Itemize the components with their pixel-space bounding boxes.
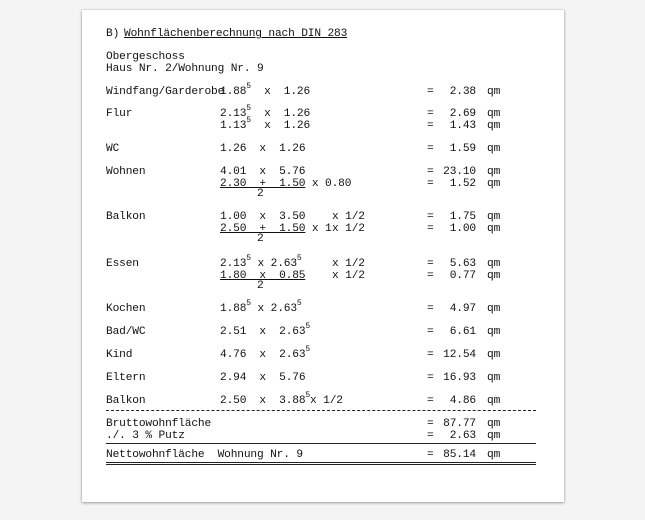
result-flur-1: 2.69 (449, 108, 476, 120)
calc-flur-1: 2.13$^5$ x 1.26 (220, 104, 311, 120)
room-label-windfang: Windfang/Garderobe (106, 86, 225, 98)
unit-label: qm (487, 211, 501, 223)
calc-essen-1: 2.13$^5$ x 2.63$^5$ (220, 254, 302, 270)
room-label-flur: Flur (106, 108, 133, 120)
calc-wohnen-1: 4.01 x 5.76 (220, 166, 306, 178)
brutto-label: Bruttowohnfläche (106, 418, 212, 430)
solid-separator (106, 443, 536, 444)
equals-sign: = (427, 211, 434, 223)
fraction-denominator: 2 (257, 280, 264, 292)
equals-sign: = (427, 430, 434, 442)
result-essen-1: 5.63 (449, 258, 476, 270)
unit-label: qm (487, 326, 501, 338)
result-balkon-1: 1.75 (449, 211, 476, 223)
calc-balkon-2: 2.50 + 1.50 x 1 (220, 223, 332, 235)
equals-sign: = (427, 449, 434, 461)
room-label-eltern: Eltern (106, 372, 146, 384)
room-label-balkon: Balkon (106, 211, 146, 223)
equals-sign: = (427, 120, 434, 132)
unit-label: qm (487, 372, 501, 384)
result-wohnen-1: 23.10 (443, 166, 476, 178)
room-label-bad: Bad/WC (106, 326, 146, 338)
netto-label: Nettowohnfläche Wohnung Nr. 9 (106, 449, 303, 461)
room-label-balkon-2: Balkon (106, 395, 146, 407)
unit-label: qm (487, 86, 501, 98)
equals-sign: = (427, 418, 434, 430)
room-label-kind: Kind (106, 349, 133, 361)
result-essen-2: 0.77 (449, 270, 476, 282)
double-separator (106, 462, 536, 465)
unit-label: qm (487, 430, 501, 442)
fraction-denominator: 2 (257, 233, 264, 245)
calc-kochen: 1.88$^5$ x 2.63$^5$ (220, 299, 302, 315)
result-balkon-3: 4.86 (449, 395, 476, 407)
calc-eltern: 2.94 x 5.76 (220, 372, 306, 384)
equals-sign: = (427, 223, 434, 235)
result-bad: 6.61 (449, 326, 476, 338)
equals-sign: = (427, 270, 434, 282)
equals-sign: = (427, 166, 434, 178)
putz-label: ./. 3 % Putz (106, 430, 185, 442)
floor-label: Obergeschoss (106, 51, 185, 63)
equals-sign: = (427, 349, 434, 361)
unit-label: qm (487, 258, 501, 270)
result-balkon-2: 1.00 (449, 223, 476, 235)
fraction-denominator: 2 (257, 188, 264, 200)
calc-balkon-1: 1.00 x 3.50 (220, 211, 306, 223)
unit-label: qm (487, 418, 501, 430)
document-title: Wohnflächenberechnung nach DIN 283 (124, 28, 348, 40)
netto-value: 85.14 (443, 449, 476, 461)
factor-essen-1: x 1/2 (332, 258, 365, 270)
factor-balkon-1: x 1/2 (332, 211, 365, 223)
section-prefix: B) (106, 28, 120, 40)
unit-label: qm (487, 120, 501, 132)
unit-label: qm (487, 395, 501, 407)
calc-flur-2: 1.13$^5$ x 1.26 (220, 116, 311, 132)
equals-sign: = (427, 258, 434, 270)
equals-sign: = (427, 303, 434, 315)
equals-sign: = (427, 326, 434, 338)
equals-sign: = (427, 143, 434, 155)
room-label-kochen: Kochen (106, 303, 146, 315)
result-kind: 12.54 (443, 349, 476, 361)
room-label-wohnen: Wohnen (106, 166, 146, 178)
equals-sign: = (427, 86, 434, 98)
brutto-value: 87.77 (443, 418, 476, 430)
unit-label: qm (487, 449, 501, 461)
unit-label: qm (487, 143, 501, 155)
putz-value: 2.63 (449, 430, 476, 442)
unit-label: qm (487, 223, 501, 235)
result-kochen: 4.97 (449, 303, 476, 315)
equals-sign: = (427, 108, 434, 120)
calc-balkon-3: 2.50 x 3.88$^5$x 1/2 (220, 391, 343, 407)
unit-label: qm (487, 270, 501, 282)
calc-windfang: 1.88$^5$ x 1.26 (220, 82, 311, 98)
result-wc: 1.59 (449, 143, 476, 155)
equals-sign: = (427, 372, 434, 384)
room-label-wc: WC (106, 143, 120, 155)
unit-label: qm (487, 166, 501, 178)
result-flur-2: 1.43 (449, 120, 476, 132)
unit-label: qm (487, 303, 501, 315)
calc-bad: 2.51 x 2.63$^5$ (220, 322, 311, 338)
unit-label: qm (487, 178, 501, 190)
calc-wc: 1.26 x 1.26 (220, 143, 306, 155)
dashed-separator (106, 410, 536, 411)
factor-balkon-2: x 1/2 (332, 223, 365, 235)
result-windfang: 2.38 (449, 86, 476, 98)
factor-essen-2: x 1/2 (332, 270, 365, 282)
unit-label: qm (487, 349, 501, 361)
house-label: Haus Nr. 2/Wohnung Nr. 9 (106, 63, 264, 75)
calc-kind: 4.76 x 2.63$^5$ (220, 345, 311, 361)
equals-sign: = (427, 395, 434, 407)
room-label-essen: Essen (106, 258, 139, 270)
calc-essen-2: 1.80 x 0.85 (220, 270, 306, 282)
result-wohnen-2: 1.52 (449, 178, 476, 190)
result-eltern: 16.93 (443, 372, 476, 384)
equals-sign: = (427, 178, 434, 190)
calc-wohnen-2: 2.30 + 1.50 x 0.80 (220, 178, 352, 190)
unit-label: qm (487, 108, 501, 120)
